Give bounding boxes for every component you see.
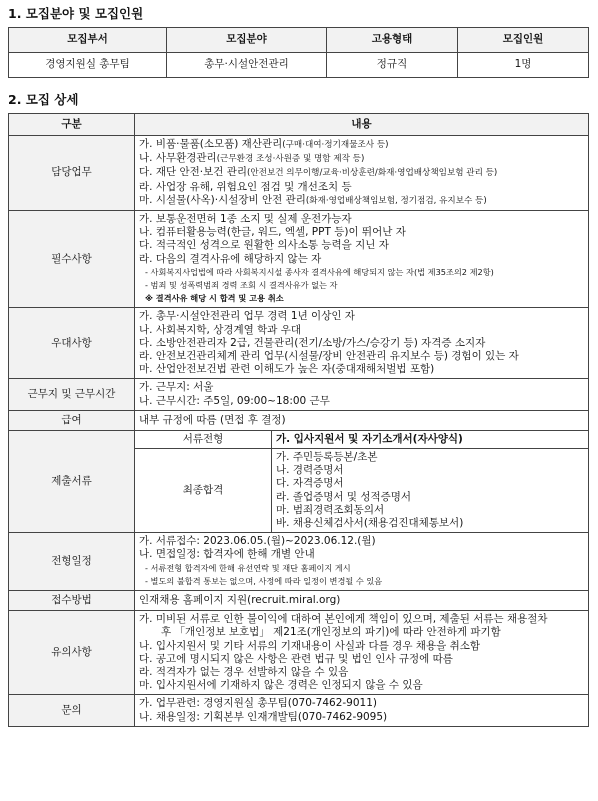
row-documents-header	[9, 430, 589, 448]
content-apply: 인재채용 홈페이지 지원(recruit.miral.org)	[135, 591, 589, 611]
schedule-note: - 서류전형 합격자에 한해 유선연락 및 재단 홈페이지 게시	[145, 562, 351, 573]
notes-item: 라. 적격자가 없는 경우 선발하지 않을 수 있음	[139, 665, 349, 678]
docs-final-items	[272, 449, 589, 533]
label-workplace: 근무지 및 근무시간	[9, 379, 135, 410]
document-item: 바. 채용신체검사서(채용검진대체통보서)	[276, 517, 464, 530]
notes-item: 다. 공고에 명시되지 않은 사항은 관련 법규 및 법인 인사 규정에 따름	[139, 652, 453, 665]
label-requirements: 필수사항	[9, 211, 135, 308]
content-duty	[135, 136, 589, 211]
document-item: 다. 자격증명서	[276, 477, 344, 490]
header-employment: 고용형태	[327, 28, 458, 53]
duty-item-detail: (근무환경 조성·사원증 및 명함 제작 등)	[216, 154, 365, 165]
section1-title: 1. 모집분야 및 모집인원	[8, 6, 144, 21]
contact-item: 가. 업무관련: 경영지원실 총무팀(070-7462-9011)	[139, 697, 378, 710]
notes-item: 가. 미비된 서류로 인한 불이익에 대하여 본인에게 책임이 있으며, 제출된 서류는 채용절차	[139, 613, 548, 626]
preferred-item: 라. 안전보건관리체계 관리 업무(시설물/장비 안전관리 유지보수 등) 경험이 있는 자	[139, 350, 519, 363]
notes-item-continued: 후 「개인정보 보호법」 제21조(개인정보의 파기)에 따라 안전하게 파기함	[161, 626, 501, 639]
content-salary: 내부 규정에 따름 (면접 후 결정)	[135, 410, 589, 430]
duty-item-detail: (안전보건 의무이행/교육·비상훈련/화재·영업배상책임보험 관리 등)	[246, 168, 498, 179]
label-documents: 제출서류	[9, 430, 135, 532]
duty-item-detail: (구매·대여·정기재물조사 등)	[282, 140, 389, 150]
summary-header-row	[9, 28, 589, 53]
document-item: 라. 졸업증명서 및 성적증명서	[276, 490, 412, 503]
section2-title: 2. 모집 상세	[8, 92, 79, 107]
requirement-note: - 사회복지사업법에 따라 사회복지시설 종사자 결격사유에 해당되지 않는 자(법 제35조의2 제2항)	[145, 266, 494, 277]
document-item: 가. 주민등록등본/초본	[276, 451, 378, 464]
cell-employment: 정규직	[327, 53, 458, 78]
requirement-warning: ※ 결격사유 해당 시 합격 및 고용 취소	[145, 293, 284, 304]
requirement-item: 라. 다음의 결격사유에 해당하지 않는 자	[139, 252, 322, 265]
duty-item: 가. 비품·물품(소모품) 재산관리	[139, 138, 283, 150]
content-schedule	[135, 533, 589, 591]
label-schedule: 전형일정	[9, 533, 135, 591]
cell-dept: 경영지원실 총무팀	[9, 53, 167, 78]
content-notes	[135, 611, 589, 695]
contact-item: 나. 채용일정: 기획본부 인재개발팀(070-7462-9095)	[139, 710, 388, 723]
header-dept: 모집부서	[9, 28, 167, 53]
duty-item: 마. 시설물(사옥)·시설장비 안전 관리	[139, 193, 306, 206]
summary-row	[9, 53, 589, 78]
row-workplace	[9, 379, 589, 410]
schedule-item: 가. 서류접수: 2023.06.05.(월)~2023.06.12.(월)	[139, 535, 376, 548]
notes-item: 마. 입사지원서에 기재하지 않은 경력은 인정되지 않을 수 있음	[139, 679, 423, 692]
label-notes: 유의사항	[9, 611, 135, 695]
notes-item: 나. 입사지원서 및 기타 서류의 기재내용이 사실과 다를 경우 채용을 취소함	[139, 639, 481, 652]
header-headcount: 모집인원	[458, 28, 589, 53]
duty-item: 나. 사무환경관리	[139, 152, 217, 165]
content-preferred	[135, 308, 589, 379]
header-field: 모집분야	[167, 28, 327, 53]
schedule-item: 나. 면접일정: 합격자에 한해 개별 안내	[139, 548, 315, 561]
requirement-item: 나. 컴퓨터활용능력(한글, 워드, 엑셀, PPT 등)이 뛰어난 자	[139, 226, 406, 239]
docs-stage-screening: 서류전형	[135, 430, 272, 448]
recruit-detail-table	[8, 113, 589, 727]
row-apply	[9, 591, 589, 611]
row-preferred	[9, 308, 589, 379]
docs-stage-final: 최종합격	[135, 449, 272, 533]
preferred-item: 가. 총무·시설안전관리 업무 경력 1년 이상인 자	[139, 310, 355, 323]
content-contact	[135, 695, 589, 726]
row-duty	[9, 136, 589, 211]
preferred-item: 다. 소방안전관리자 2급, 건물관리(전기/소방/가스/승강기 등) 자격증 소지자	[139, 336, 486, 349]
document-item: 마. 범죄경력조회동의서	[276, 503, 385, 516]
label-salary: 급여	[9, 410, 135, 430]
schedule-note: - 별도의 불합격 통보는 없으며, 사정에 따라 일정이 변경될 수 있음	[145, 575, 383, 586]
row-schedule	[9, 533, 589, 591]
detail-header-row	[9, 114, 589, 136]
preferred-item: 마. 산업안전보건법 관련 이해도가 높은 자(중대재해처벌법 포함)	[139, 363, 435, 376]
preferred-item: 나. 사회복지학, 상경계열 학과 우대	[139, 323, 302, 336]
label-duty: 담당업무	[9, 136, 135, 211]
workplace-item: 나. 근무시간: 주5일, 09:00~18:00 근무	[139, 394, 330, 407]
requirement-item: 다. 적극적인 성격으로 원활한 의사소통 능력을 지닌 자	[139, 239, 389, 252]
content-workplace	[135, 379, 589, 410]
cell-headcount: 1명	[458, 53, 589, 78]
duty-item: 라. 사업장 유해, 위험요인 점검 및 개선조치 등	[139, 180, 352, 193]
docs-screening-items: 가. 입사지원서 및 자기소개서(자사양식)	[272, 430, 589, 448]
document-item: 나. 경력증명서	[276, 464, 344, 477]
row-contact	[9, 695, 589, 726]
label-preferred: 우대사항	[9, 308, 135, 379]
recruit-summary-table	[8, 27, 589, 78]
row-salary	[9, 410, 589, 430]
label-contact: 문의	[9, 695, 135, 726]
cell-field: 총무·시설안전관리	[167, 53, 327, 78]
header-content: 내용	[135, 114, 589, 136]
duty-item-detail: (화재·영업배상책임보험, 정기점검, 유지보수 등)	[305, 195, 487, 206]
duty-item: 다. 재단 안전·보건 관리	[139, 166, 247, 179]
row-notes	[9, 611, 589, 695]
content-requirements	[135, 211, 589, 308]
header-category: 구분	[9, 114, 135, 136]
workplace-item: 가. 근무지: 서울	[139, 381, 214, 394]
row-requirements	[9, 211, 589, 308]
requirement-note: - 범죄 및 성폭력범죄 경력 조회 시 결격사유가 없는 자	[145, 280, 338, 291]
label-apply: 접수방법	[9, 591, 135, 611]
requirement-item: 가. 보통운전면허 1종 소지 및 실제 운전가능자	[139, 213, 352, 226]
